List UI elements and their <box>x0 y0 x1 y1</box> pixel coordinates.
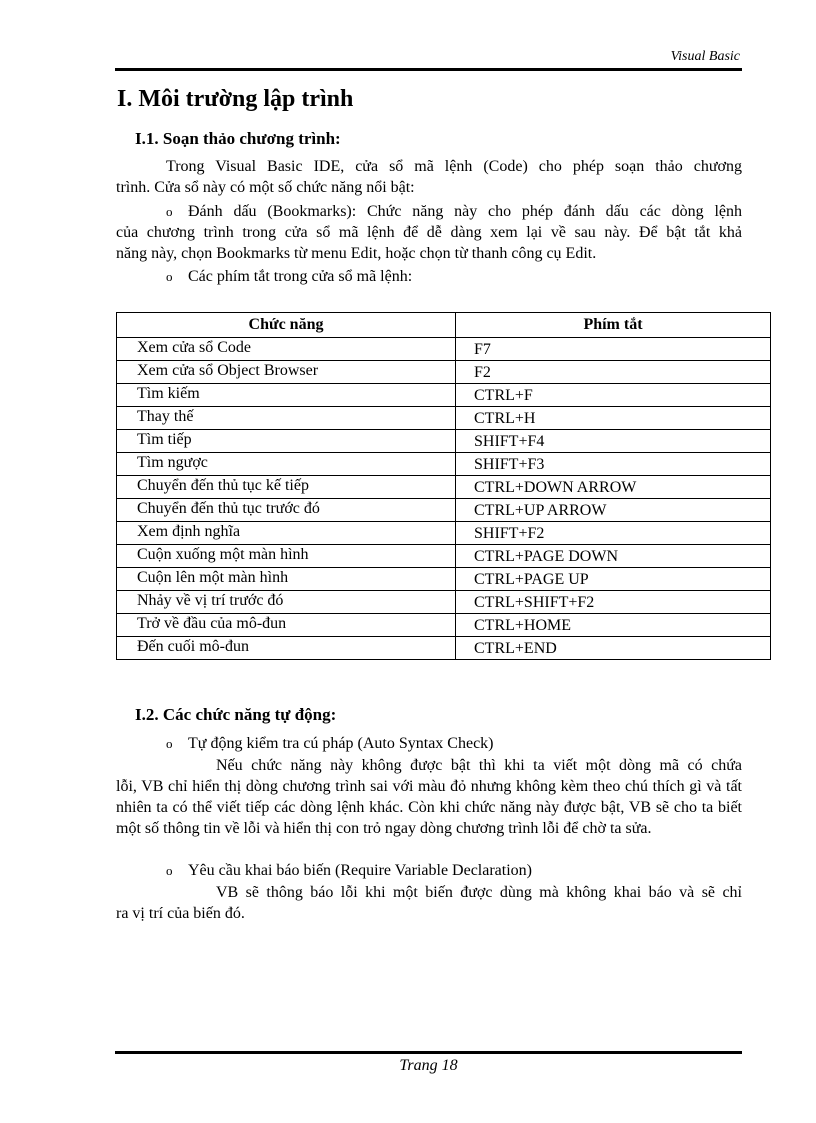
function-cell: Xem định nghĩa <box>117 522 456 545</box>
function-cell: Tìm tiếp <box>117 430 456 453</box>
bullet-mark: o <box>166 204 173 219</box>
table-row <box>117 476 771 499</box>
table-row <box>117 637 771 660</box>
table-row <box>117 499 771 522</box>
function-cell: Tìm kiếm <box>117 384 456 407</box>
table-row <box>117 407 771 430</box>
bullet-shortcuts-text: Các phím tắt trong cửa sổ mã lệnh: <box>188 268 413 285</box>
column-header-shortcut: Phím tắt <box>456 313 771 338</box>
function-cell: Chuyển đến thủ tục trước đó <box>117 499 456 522</box>
shortcut-cell: CTRL+PAGE UP <box>456 568 771 591</box>
bullet-auto-syntax <box>166 733 494 754</box>
shortcut-cell: CTRL+END <box>456 637 771 660</box>
function-cell: Cuộn xuống một màn hình <box>117 545 456 568</box>
shortcut-table <box>116 312 771 660</box>
paragraph-intro-line2: trình. Cửa sổ này có một số chức năng nổi bật: <box>116 179 415 196</box>
function-cell: Trở về đầu của mô-đun <box>117 614 456 637</box>
function-cell: Chuyển đến thủ tục kế tiếp <box>117 476 456 499</box>
table-row <box>117 361 771 384</box>
paragraph-require-line1: VB sẽ thông báo lỗi khi một biến được dùng mà không khai báo và sẽ chỉ <box>216 884 742 901</box>
header-rule <box>115 68 742 71</box>
shortcut-cell: SHIFT+F2 <box>456 522 771 545</box>
bullet-require-declaration-text: Yêu cầu khai báo biến (Require Variable Declaration) <box>188 862 532 879</box>
table-header-row <box>117 313 771 338</box>
shortcut-cell: CTRL+UP ARROW <box>456 499 771 522</box>
footer-rule <box>115 1051 742 1054</box>
bullet-bookmarks-line3: năng này, chọn Bookmarks từ menu Edit, hoặc chọn từ thanh công cụ Edit. <box>116 245 597 262</box>
shortcut-cell: CTRL+H <box>456 407 771 430</box>
bullet-shortcuts <box>166 266 412 287</box>
paragraph-require-line2: ra vị trí của biến đó. <box>116 905 245 922</box>
function-cell: Tìm ngược <box>117 453 456 476</box>
subsection-heading-1: I.1. Soạn thảo chương trình: <box>135 129 341 148</box>
paragraph-auto-syntax-body: lỗi, VB chỉ hiển thị dòng chương trình sai với màu đỏ nhưng không kèm theo chú thích gì và tất nhiên ta có thể viết tiếp các dòng lệnh khác. Còn khi chức năng này được bật, VB sẽ cho ta biết một số thông tin về lỗi và hiển thị con trỏ ngay dòng chương trình lỗi để chờ ta sửa. <box>116 778 742 837</box>
function-cell: Xem cửa sổ Object Browser <box>117 361 456 384</box>
table-row <box>117 430 771 453</box>
subsection-heading-2: I.2. Các chức năng tự động: <box>135 705 337 724</box>
bullet-bookmarks <box>166 201 742 222</box>
function-cell: Cuộn lên một màn hình <box>117 568 456 591</box>
shortcut-cell: F2 <box>456 361 771 384</box>
shortcut-cell: CTRL+SHIFT+F2 <box>456 591 771 614</box>
table-row <box>117 384 771 407</box>
function-cell: Thay thế <box>117 407 456 430</box>
bullet-bookmarks-text: Đánh dấu (Bookmarks): Chức năng này cho phép đánh dấu các dòng lệnh <box>188 203 742 220</box>
shortcut-cell: SHIFT+F3 <box>456 453 771 476</box>
running-header: Visual Basic <box>670 49 740 64</box>
shortcut-cell: F7 <box>456 338 771 361</box>
page-number: Trang 18 <box>399 1057 458 1074</box>
function-cell: Đến cuối mô-đun <box>117 637 456 660</box>
bullet-require-declaration <box>166 860 532 881</box>
table-row <box>117 453 771 476</box>
shortcut-cell: CTRL+PAGE DOWN <box>456 545 771 568</box>
column-header-function: Chức năng <box>117 313 456 338</box>
shortcut-cell: CTRL+F <box>456 384 771 407</box>
bullet-bookmarks-line2: của chương trình trong cửa sổ mã lệnh để dễ dàng xem lại về sau này. Để bật tắt khả <box>116 224 742 241</box>
table-row <box>117 568 771 591</box>
bullet-auto-syntax-text: Tự động kiểm tra cú pháp (Auto Syntax Check) <box>188 735 494 752</box>
table-row <box>117 545 771 568</box>
table-row <box>117 338 771 361</box>
table-row <box>117 614 771 637</box>
section-title: I. Môi trường lập trình <box>117 86 354 112</box>
table-row <box>117 522 771 545</box>
function-cell: Xem cửa sổ Code <box>117 338 456 361</box>
bullet-mark: o <box>166 863 173 878</box>
function-cell: Nhảy về vị trí trước đó <box>117 591 456 614</box>
bullet-mark: o <box>166 736 173 751</box>
shortcut-cell: SHIFT+F4 <box>456 430 771 453</box>
paragraph-intro-line1: Trong Visual Basic IDE, cửa sổ mã lệnh (Code) cho phép soạn thảo chương <box>166 158 742 175</box>
bullet-mark: o <box>166 269 173 284</box>
paragraph-auto-syntax-line1: Nếu chức năng này không được bật thì khi ta viết một dòng mã có chứa <box>216 757 742 774</box>
table-row <box>117 591 771 614</box>
shortcut-cell: CTRL+HOME <box>456 614 771 637</box>
shortcut-cell: CTRL+DOWN ARROW <box>456 476 771 499</box>
